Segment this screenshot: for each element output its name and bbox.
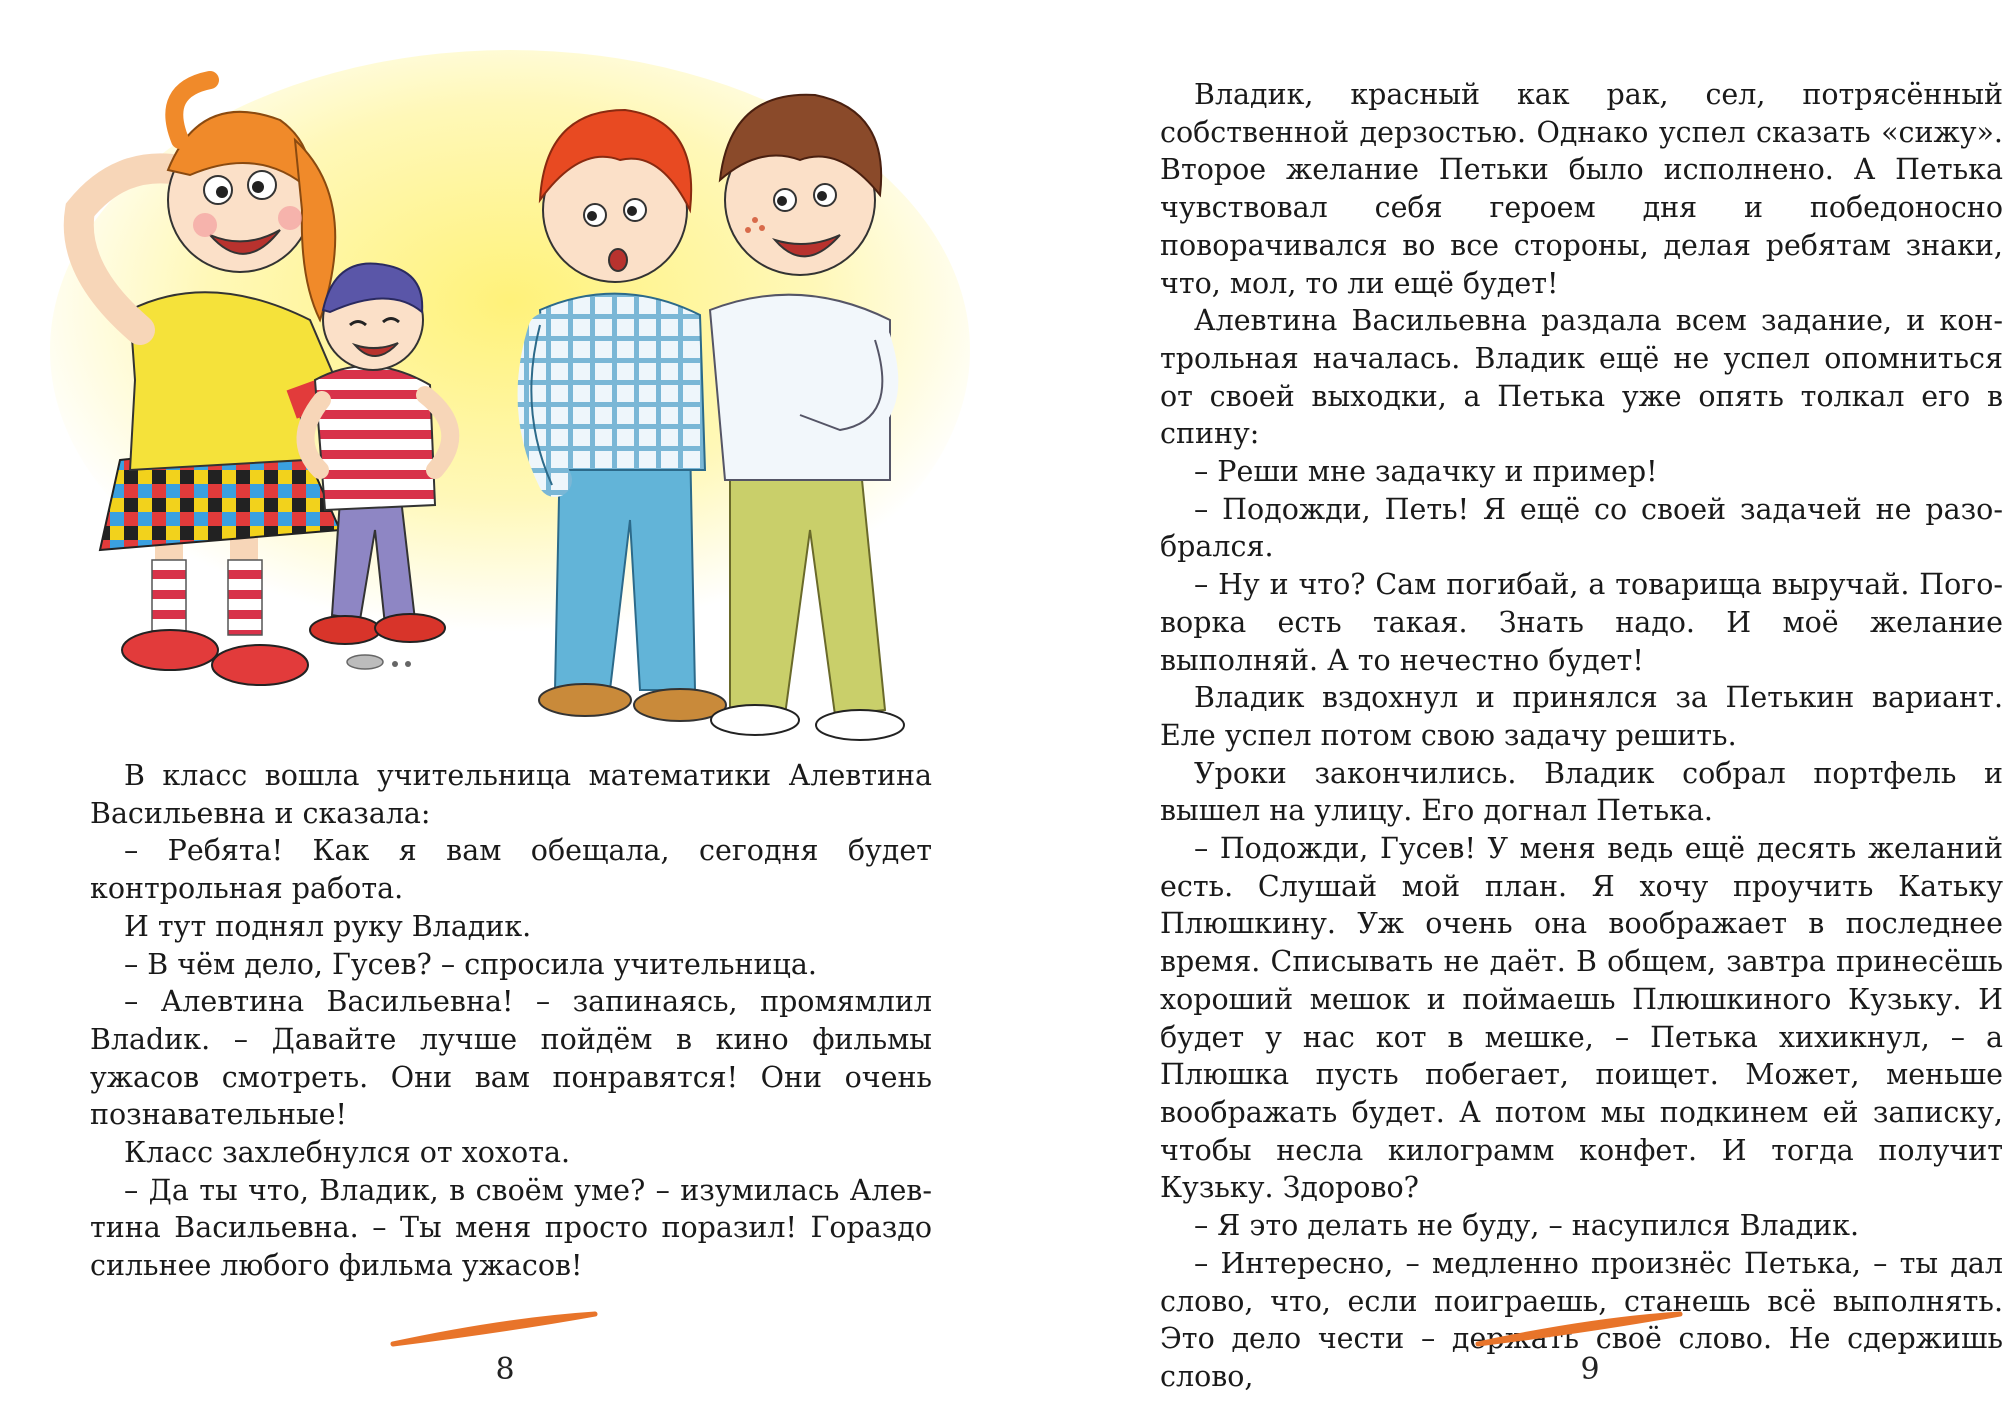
paragraph: Владик вздохнул и принялся за Петькин вариант. Еле успел потом свою задачу решить. [1160,681,2003,752]
paragraph: В класс вошла учительница математики Алевтина Васильевна и сказала: [90,759,932,830]
paragraph: – В чём дело, Гусев? – спросила учительница. [124,947,817,981]
paragraph: – Ребята! Как я вам обещала, сегодня будет контрольная работа. [90,834,932,906]
page-number-marker [1470,1300,1710,1410]
paragraph: – Подожди, Петь! Я ещё со своей задачей не разобрался. [1160,492,2003,564]
orange-swoosh-decoration [385,1300,625,1350]
right-page [1000,0,2003,1393]
boy-white-shirt-figure [710,95,904,740]
paragraph: Уроки закончились. Владик собрал портфель и вышел на улицу. Его догнал Петька. [1160,756,2003,828]
paragraph: Алевтина Васильевна раздала всем задание, и контрольная началась. Владик ещё не успел опомниться от своей выходки, а Петька уже опять толкал его в спину: [1160,304,2003,451]
children-illustration [40,50,940,730]
page-number: 8 [495,1352,515,1387]
paragraph: – Да ты что, Владик, в своём уме? – изумилась Алевтина Васильевна. – Ты меня просто поразил! Гораздо сильнее любого фильма ужасов! [90,1173,932,1283]
paragraph: – Ну и что? Сам погибай, а товарища выручай. Поговорка есть такая. Знать надо. И моё желание выполняй. А то нечестно будет! [1160,568,2003,677]
left-page-text [90,757,932,1285]
orange-swoosh-decoration [1470,1300,1710,1350]
page-number: 9 [1580,1352,1600,1387]
paragraph: – Подожди, Гусев! У меня ведь ещё десять желаний есть. Слушай мой план. Я хочу проучить Катьку Плюшкину. Уж очень она воображает в последнее время. Списывать не даёт. В общем, завтра принесёшь хороший мешок и поймаешь Плюшкиного Кузьку. И будет у нас кот в мешке, – Петька хихикнул, – а Плюшка пусть побегает, поищет. Может, меньше воображать будет. А потом мы подкинем ей записку, чтобы несла килограмм конфет. И тогда получит Кузьку. Здорово? [1160,832,2003,1205]
right-page-text [1160,76,2003,1396]
paragraph: – Алевтина Васильевна! – запинаясь, промямлил Влаdик. – Давайте лучше пойдём в кино фильмы ужасов смотреть. Они вам понравятся! Они очень познавательные! [90,985,932,1132]
paragraph: Владик, красный как рак, сел, потрясённый собственной дерзостью. Однако успел сказать «сижу». Второе желание Петьки было исполнено. А Петька чувствовал себя героем дня и победоносно поворачивался во все стороны, делая ребятам знаки, что, мол, то ли ещё будет! [1160,78,2003,300]
page-number-marker [385,1300,625,1410]
paragraph: – Реши мне задачку и пример! [1194,455,1658,489]
paragraph: Класс захлебнулся от хохота. [124,1136,571,1170]
paragraph: И тут поднял руку Владик. [124,909,532,943]
left-page [0,0,1000,1387]
paragraph: – Я это делать не буду, – насупился Владик. [1194,1209,1860,1243]
paragraph: – Интересно, – медленно произнёс Петька, – ты дал слово, что, если поиграешь, станешь всё выполнять. Это дело чести – держать своё слово. Не сдержишь слово, [1160,1246,2003,1393]
